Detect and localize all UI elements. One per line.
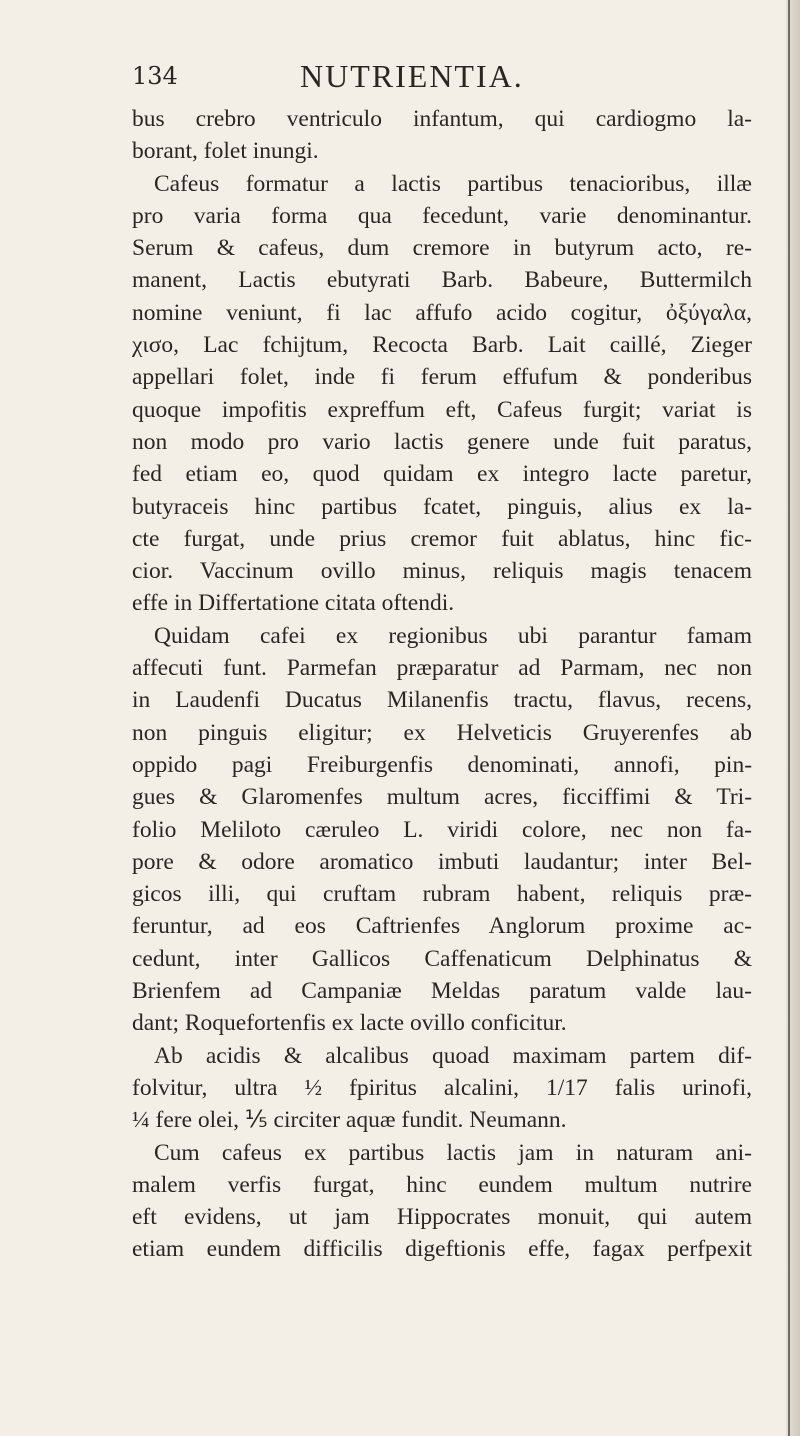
- text-line: cedunt, inter Gallicos Caffenaticum Delphinatus &: [132, 945, 752, 972]
- text-line: affecuti funt. Parmefan præparatur ad Parmam, nec non: [132, 655, 752, 682]
- text-line: butyraceis hinc partibus fcatet, pinguis, alius ex la-: [132, 493, 752, 520]
- page-header: [0, 58, 800, 98]
- text-line: pore & odore aromatico imbuti laudantur; inter Bel-: [132, 848, 752, 875]
- text-line: pro varia forma qua fecedunt, varie denominantur.: [132, 202, 752, 229]
- text-line: gues & Glaromenfes multum acres, ficciffimi & Tri-: [132, 784, 752, 811]
- text-line: bus crebro ventriculo infantum, qui cardiogmo la-: [132, 106, 752, 132]
- text-line: manent, Lactis ebutyrati Barb. Babeure, Buttermilch: [132, 267, 752, 294]
- text-line: appellari folet, inde fi ferum effufum & ponderibus: [132, 364, 752, 391]
- text-line: χισο, Lac fchijtum, Recocta Barb. Lait caillé, Zieger: [132, 332, 752, 359]
- page-number: 134: [132, 62, 178, 90]
- text-line: malem verfis furgat, hinc eundem multum nutrire: [132, 1171, 752, 1198]
- text-line: Cafeus formatur a lactis partibus tenacioribus, illæ: [154, 170, 752, 197]
- text-line: folio Meliloto cæruleo L. viridi colore, nec non fa-: [132, 816, 752, 843]
- text-line: quoque impofitis expreffum eft, Cafeus furgit; variat is: [132, 396, 752, 423]
- text-line: non modo pro vario lactis genere unde fuit paratus,: [132, 428, 752, 455]
- text-line: borant, folet inungi.: [132, 138, 319, 165]
- text-line: fed etiam eo, quod quidam ex integro lacte paretur,: [132, 461, 752, 488]
- text-line: nomine veniunt, fi lac affufo acido cogitur, ὀξύγαλα,: [132, 299, 752, 326]
- running-title: NUTRIENTIA.: [300, 58, 524, 94]
- text-line: non pinguis eligitur; ex Helveticis Gruyerenfes ab: [132, 719, 752, 746]
- text-line: ¼ fere olei, ⅕ circiter aquæ fundit. Neumann.: [132, 1107, 567, 1134]
- text-line: dant; Roquefortenfis ex lacte ovillo conficitur.: [132, 1010, 567, 1037]
- text-line: Ab acidis & alcalibus quoad maximam partem dif-: [154, 1042, 752, 1069]
- text-line: Serum & cafeus, dum cremore in butyrum acto, re-: [132, 235, 752, 262]
- text-line: etiam eundem difficilis digeftionis effe, fagax perfpexit: [132, 1236, 752, 1263]
- text-line: Quidam cafei ex regionibus ubi parantur famam: [154, 622, 752, 649]
- text-line: oppido pagi Freiburgenfis denominati, annofi, pin-: [132, 751, 752, 778]
- text-line: cior. Vaccinum ovillo minus, reliquis magis tenacem: [132, 558, 752, 585]
- text-line: cte furgat, unde prius cremor fuit ablatus, hinc fic-: [132, 525, 752, 552]
- text-line: effe in Differtatione citata oftendi.: [132, 590, 455, 617]
- text-line: eft evidens, ut jam Hippocrates monuit, qui autem: [132, 1204, 752, 1231]
- text-line: folvitur, ultra ½ fpiritus alcalini, 1/17 falis urinofi,: [132, 1074, 752, 1101]
- binding-edge-line: [788, 0, 790, 1436]
- body-text: [132, 103, 752, 1266]
- text-line: Cum cafeus ex partibus lactis jam in naturam ani-: [154, 1139, 752, 1166]
- text-line: feruntur, ad eos Caftrienfes Anglorum proxime ac-: [132, 913, 752, 940]
- text-line: Brienfem ad Campaniæ Meldas paratum valde lau-: [132, 978, 752, 1005]
- text-line: gicos illi, qui cruftam rubram habent, reliquis præ-: [132, 881, 752, 908]
- text-line: in Laudenfi Ducatus Milanenfis tractu, flavus, recens,: [132, 687, 752, 714]
